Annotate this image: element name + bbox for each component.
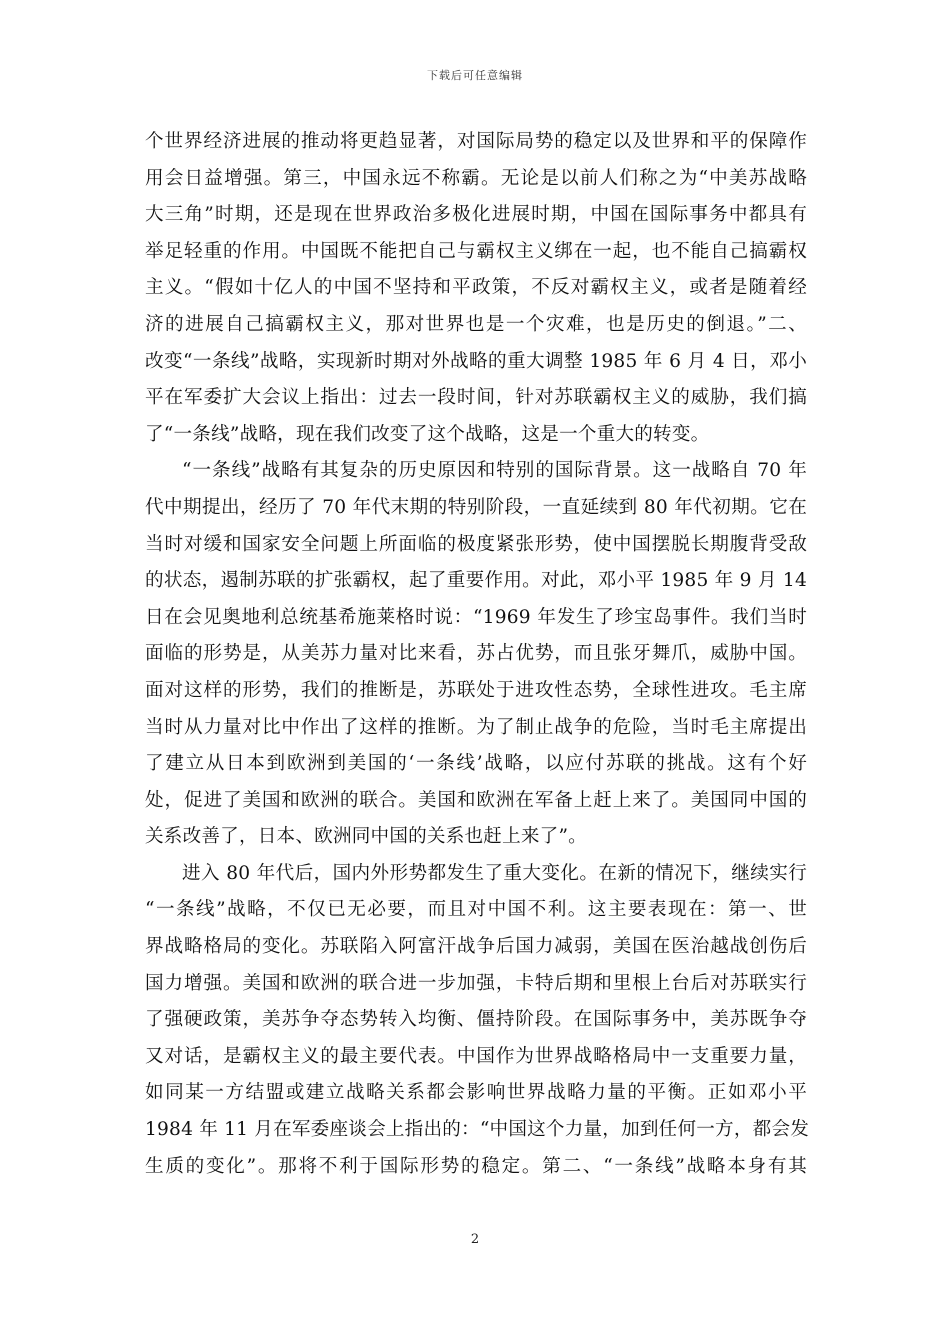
- text-line: 的状态，遏制苏联的扩张霸权，起了重要作用。对此，邓小平 1985 年 9 月 14: [145, 570, 807, 592]
- paragraph-first-line: “一条线”战略有其复杂的历史原因和特别的国际背景。这一战略自 70 年: [182, 460, 807, 482]
- text-line: 平在军委扩大会议上指出：过去一段时间，针对苏联霸权主义的威胁，我们搞: [145, 387, 807, 409]
- document-body: [145, 124, 810, 1185]
- text-line: 了“一条线”战略，现在我们改变了这个战略，这是一个重大的转变。: [145, 423, 710, 445]
- text-line: 面对这样的形势，我们的推断是，苏联处于进攻性态势，全球性进攻。毛主席: [145, 679, 807, 701]
- text-line: 大三角”时期，还是现在世界政治多极化进展时期，中国在国际事务中都具有: [145, 204, 807, 226]
- text-line: 处，促进了美国和欧洲的联合。美国和欧洲在军备上赶上来了。美国同中国的: [145, 789, 807, 811]
- text-line: 关系改善了，日本、欧洲同中国的关系也赶上来了”。: [145, 826, 587, 848]
- text-line: 个世界经济进展的推动将更趋显著，对国际局势的稳定以及世界和平的保障作: [145, 131, 807, 152]
- text-line: 用会日益增强。第三，中国永远不称霸。无论是以前人们称之为“中美苏战略: [145, 167, 807, 189]
- text-line: 了建立从日本到欧洲到美国的‘一条线’战略，以应付苏联的挑战。这有个好: [145, 753, 807, 775]
- text-line: 举足轻重的作用。中国既不能把自己与霸权主义绑在一起，也不能自己搞霸权: [145, 240, 807, 262]
- text-line: 生质的变化”。那将不利于国际形势的稳定。第二、“一条线”战略本身有其: [145, 1155, 807, 1177]
- text-line: 1984 年 11 月在军委座谈会上指出的：“中国这个力量，加到任何一方，都会发: [145, 1119, 810, 1141]
- text-line: 面临的形势是，从美苏力量对比来看，苏占优势，而且张牙舞爪，威胁中国。: [145, 643, 807, 665]
- text-line: “一条线”战略，不仅已无必要，而且对中国不利。这主要表现在：第一、世: [145, 899, 807, 921]
- text-line: 如同某一方结盟或建立战略关系都会影响世界战略力量的平衡。正如邓小平: [145, 1082, 807, 1104]
- page-header: 下载后可任意编辑: [427, 69, 523, 82]
- text-line: 了强硬政策，美苏争夺态势转入均衡、僵持阶段。在国际事务中，美苏既争夺: [145, 1009, 807, 1031]
- text-line: 济的进展自己搞霸权主义，那对世界也是一个灾难，也是历史的倒退。”二、: [145, 313, 807, 335]
- page-number: 2: [470, 1232, 480, 1247]
- text-line: 界战略格局的变化。苏联陷入阿富汗战争后国力减弱，美国在医治越战创伤后: [145, 936, 807, 958]
- text-line: 改变“一条线”战略，实现新时期对外战略的重大调整 1985 年 6 月 4 日，邓小: [145, 350, 807, 372]
- text-line: 又对话，是霸权主义的最主要代表。中国作为世界战略格局中一支重要力量，: [145, 1045, 807, 1067]
- text-line: 国力增强。美国和欧洲的联合进一步加强，卡特后期和里根上台后对苏联实行: [145, 972, 807, 994]
- text-line: 日在会见奥地利总统基希施莱格时说：“1969 年发生了珍宝岛事件。我们当时: [145, 606, 807, 628]
- text-line: 代中期提出，经历了 70 年代末期的特别阶段，一直延续到 80 年代初期。它在: [145, 496, 807, 518]
- paragraph-first-line: 进入 80 年代后，国内外形势都发生了重大变化。在新的情况下，继续实行: [182, 862, 807, 884]
- text-line: 当时从力量对比中作出了这样的推断。为了制止战争的危险，当时毛主席提出: [145, 716, 807, 738]
- text-line: 主义。“假如十亿人的中国不坚持和平政策，不反对霸权主义，或者是随着经: [145, 277, 807, 299]
- text-line: 当时对缓和国家安全问题上所面临的极度紧张形势，使中国摆脱长期腹背受敌: [145, 533, 807, 555]
